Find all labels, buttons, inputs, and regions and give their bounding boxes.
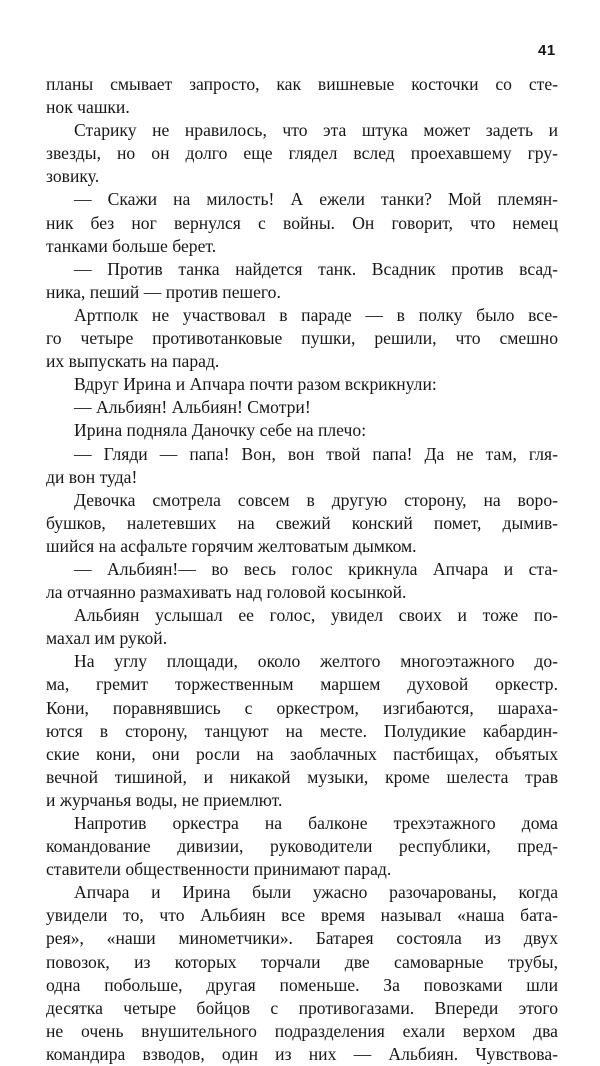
text-line: их выпускать на парад. [46,351,220,372]
text-line: звезды, но он долго еще глядел вслед проехавшему гру- [46,143,558,164]
text-line: и журчанья воды, не приемлют. [46,789,283,810]
text-line: повозок, из которых торчали две самоварные трубы, [46,951,558,972]
text-line: На углу площади, около желтого многоэтажного до- [74,651,558,672]
text-line: ника, пеший — против пешего. [46,281,281,302]
text-line: шийся на асфальте горячим желтоватым дымком. [46,535,417,556]
text-line: планы смывает запросто, как вишневые косточки со сте- [46,74,558,94]
text-line: рея», «наши минометчики». Батарея состояла из двух [46,928,558,949]
text-line: Напротив оркестра на балконе трехэтажного дома [74,813,558,833]
text-line: ставители общественности принимают парад. [46,859,392,880]
text-line: десятка четыре бойцов с противогазами. Впереди этого [46,997,558,1018]
text-line: бушков, налетевших на свежий конский помет, дымив- [46,512,558,533]
text-line: ла отчаянно размахивать над головой косынкой. [46,582,407,603]
text-line: го четыре противотанковые пушки, решили, что смешно [46,328,558,349]
text-line: ди вон туда! [46,466,138,487]
text-line: — Альбиян!— во весь голос крикнула Апчара и ста- [74,558,558,579]
text-line: — Гляди — папа! Вон, вон твой папа! Да не там, гля- [74,443,558,464]
text-line: танками больше берет. [46,235,217,256]
page-number: 41 [538,42,556,59]
text-line: Старику не нравилось, что эта штука может задеть и [74,120,558,141]
text-line: — Против танка найдется танк. Всадник против всад- [74,258,558,279]
text-body [46,73,558,1066]
text-line: командира взводов, один из них — Альбиян. Чувствова- [46,1043,558,1064]
text-line: Апчара и Ирина были ужасно разочарованы, когда [74,882,558,903]
text-line: ник без ног вернулся с войны. Он говорит, что немец [46,212,558,233]
text-line: ма, гремит торжественным маршем духовой оркестр. [46,674,558,695]
text-line: Девочка смотрела совсем в другую сторону, на воро- [74,489,558,510]
text-line: командование дивизии, руководители республики, пред- [46,836,558,857]
text-line: вечной тишиной, и никакой музыки, кроме шелеста трав [46,766,558,787]
text-line: зовику. [46,166,100,187]
text-line: одна побольше, другая поменьше. За повозками шли [46,974,558,995]
text-line: увидели то, что Альбиян все время называл «наша бата- [46,905,558,926]
text-line: не очень внушительного подразделения ехали верхом два [46,1020,558,1041]
text-line: — Альбиян! Альбиян! Смотри! [74,397,311,418]
text-line: нок чашки. [46,97,130,118]
text-line: Артполк не участвовал в параде — в полку было все- [74,304,558,325]
text-line: ются в сторону, танцуют на месте. Полудикие кабардин- [46,720,558,741]
text-line: Кони, поравнявшись с оркестром, изгибаются, шараха- [46,697,558,718]
text-line: — Скажи на милость! А ежели танки? Мой племян- [74,189,558,210]
text-line: Вдруг Ирина и Апчара почти разом вскрикнули: [74,374,437,395]
text-line: Альбиян услышал ее голос, увидел своих и тоже по- [74,605,558,626]
text-line: Ирина подняла Даночку себе на плечо: [74,420,367,441]
text-line: ские кони, они росли на заоблачных пастбищах, объятых [46,743,558,764]
text-line: махал им рукой. [46,628,168,649]
